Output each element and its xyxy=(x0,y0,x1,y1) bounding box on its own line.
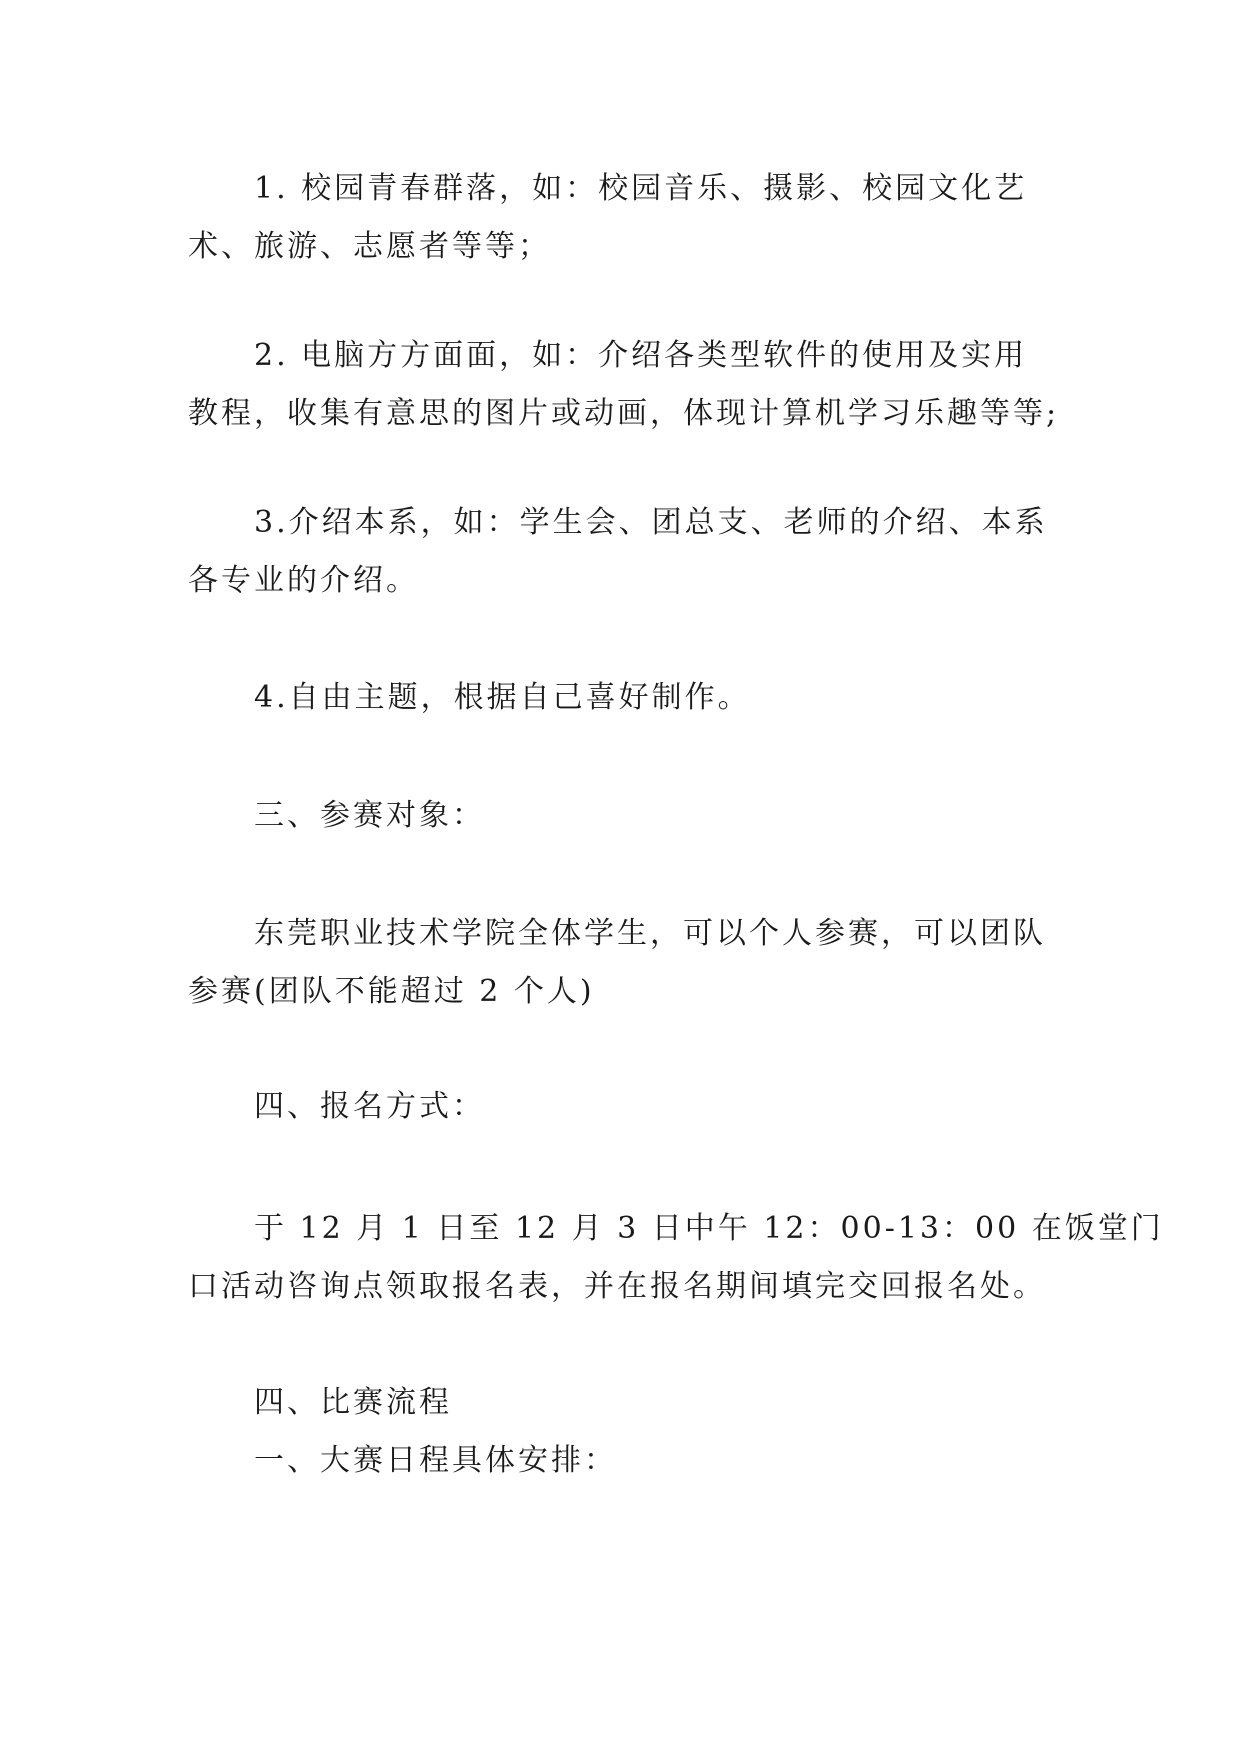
section-heading: 四、报名方式： xyxy=(254,1089,485,1124)
text-line: 4.自由主题，根据自己喜好制作。 xyxy=(254,680,751,715)
text-line: 东莞职业技术学院全体学生，可以个人参赛，可以团队 xyxy=(254,916,1046,951)
text-line: 2. 电脑方方面面，如：介绍各类型软件的使用及实用 xyxy=(254,338,1028,373)
section-heading: 一、大赛日程具体安排： xyxy=(254,1443,617,1478)
text-line: 教程，收集有意思的图片或动画，体现计算机学习乐趣等等; xyxy=(188,396,1060,431)
topic-item-campus xyxy=(188,160,1058,276)
participants-paragraph xyxy=(188,905,1058,1021)
section-heading: 三、参赛对象： xyxy=(254,798,485,833)
registration-paragraph xyxy=(188,1200,1164,1316)
text-line: 术、旅游、志愿者等等； xyxy=(188,229,551,264)
subsection-heading-schedule xyxy=(188,1432,1058,1490)
section-heading-process xyxy=(188,1374,1058,1432)
topic-item-department xyxy=(188,494,1058,610)
section-heading-registration xyxy=(188,1078,1058,1136)
text-line: 参赛(团队不能超过 2 个人) xyxy=(188,974,595,1009)
text-line: 口活动咨询点领取报名表，并在报名期间填完交回报名处。 xyxy=(188,1269,1046,1304)
text-line: 于 12 月 1 日至 12 月 3 日中午 12：00-13：00 在饭堂门 xyxy=(254,1211,1164,1246)
topic-item-free xyxy=(188,669,1058,727)
text-line: 3.介绍本系，如：学生会、团总支、老师的介绍、本系 xyxy=(254,505,1048,540)
section-heading: 四、比赛流程 xyxy=(254,1385,452,1420)
text-line: 1. 校园青春群落，如：校园音乐、摄影、校园文化艺 xyxy=(254,171,1028,206)
section-heading-participants xyxy=(188,787,1058,845)
text-line: 各专业的介绍。 xyxy=(188,563,419,598)
topic-item-computer xyxy=(188,327,1058,443)
